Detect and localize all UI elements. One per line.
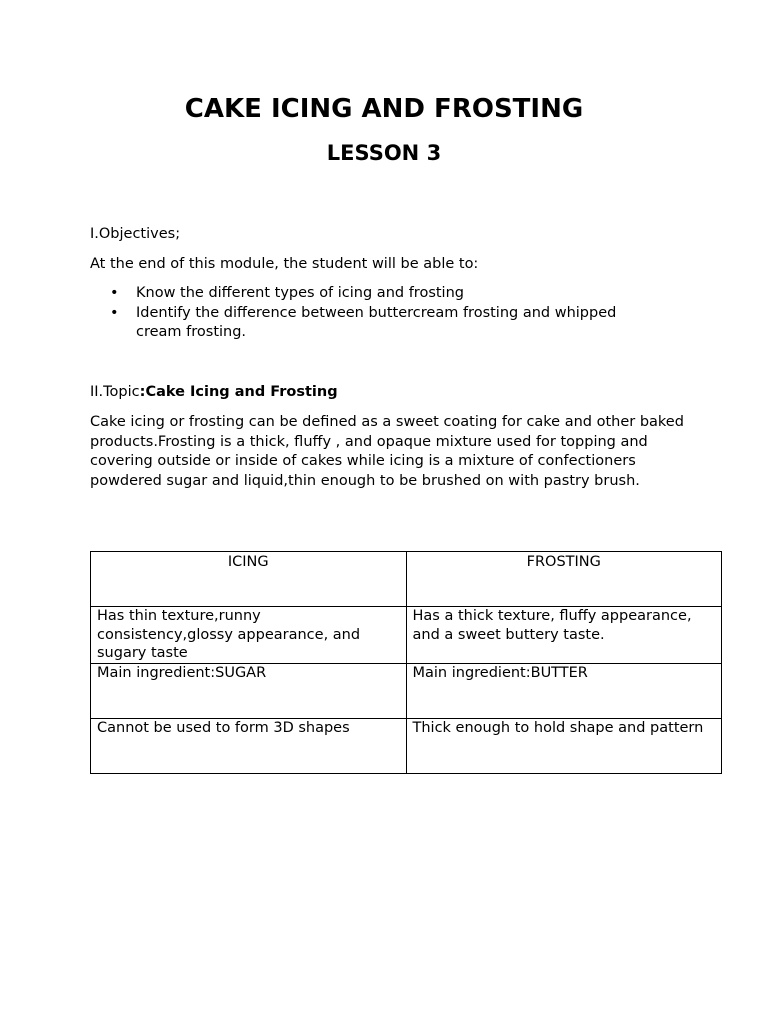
list-item bbox=[90, 284, 660, 304]
objective-text: Identify the difference between buttercream frosting and whipped cream frosting. bbox=[136, 304, 617, 340]
table-cell: Has thin texture,runny consistency,glossy appearance, and sugary taste bbox=[91, 607, 407, 664]
table-cell: Main ingredient:BUTTER bbox=[406, 663, 722, 718]
topic-title: :Cake Icing and Frosting bbox=[139, 384, 338, 400]
table-row bbox=[91, 663, 722, 718]
topic-paragraph: Cake icing or frosting can be defined as a sweet coating for cake and other baked products.Frosting is a thick, fluffy , and opaque mixture used for topping and covering outside or inside of cakes while icing is a mixture of confectioners powdered sugar and liquid,thin enough to be brushed on with pastry brush. bbox=[90, 414, 684, 489]
table-header-row bbox=[91, 552, 722, 607]
table-cell: Main ingredient:SUGAR bbox=[91, 663, 407, 718]
list-item bbox=[90, 304, 660, 343]
comparison-table bbox=[90, 551, 722, 774]
objectives-intro: At the end of this module, the student will be able to: bbox=[90, 256, 479, 272]
table-header-frosting: FROSTING bbox=[406, 552, 722, 607]
bullet-icon: • bbox=[110, 285, 119, 301]
lesson-subtitle: LESSON 3 bbox=[326, 141, 442, 165]
table-cell: Cannot be used to form 3D shapes bbox=[91, 718, 407, 773]
table-cell: Thick enough to hold shape and pattern bbox=[406, 718, 722, 773]
bullet-icon: • bbox=[110, 304, 119, 321]
topic-prefix: II.Topic bbox=[90, 384, 140, 400]
table-row bbox=[91, 718, 722, 773]
topic-line bbox=[90, 383, 338, 403]
document-title: CAKE ICING AND FROSTING bbox=[184, 94, 584, 124]
table-row bbox=[91, 607, 722, 664]
table-header-icing: ICING bbox=[91, 552, 407, 607]
objectives-heading: I.Objectives; bbox=[90, 226, 181, 242]
objectives-list bbox=[90, 284, 660, 343]
objective-text: Know the different types of icing and frosting bbox=[136, 285, 464, 301]
table-cell: Has a thick texture, fluffy appearance, and a sweet buttery taste. bbox=[406, 607, 722, 664]
